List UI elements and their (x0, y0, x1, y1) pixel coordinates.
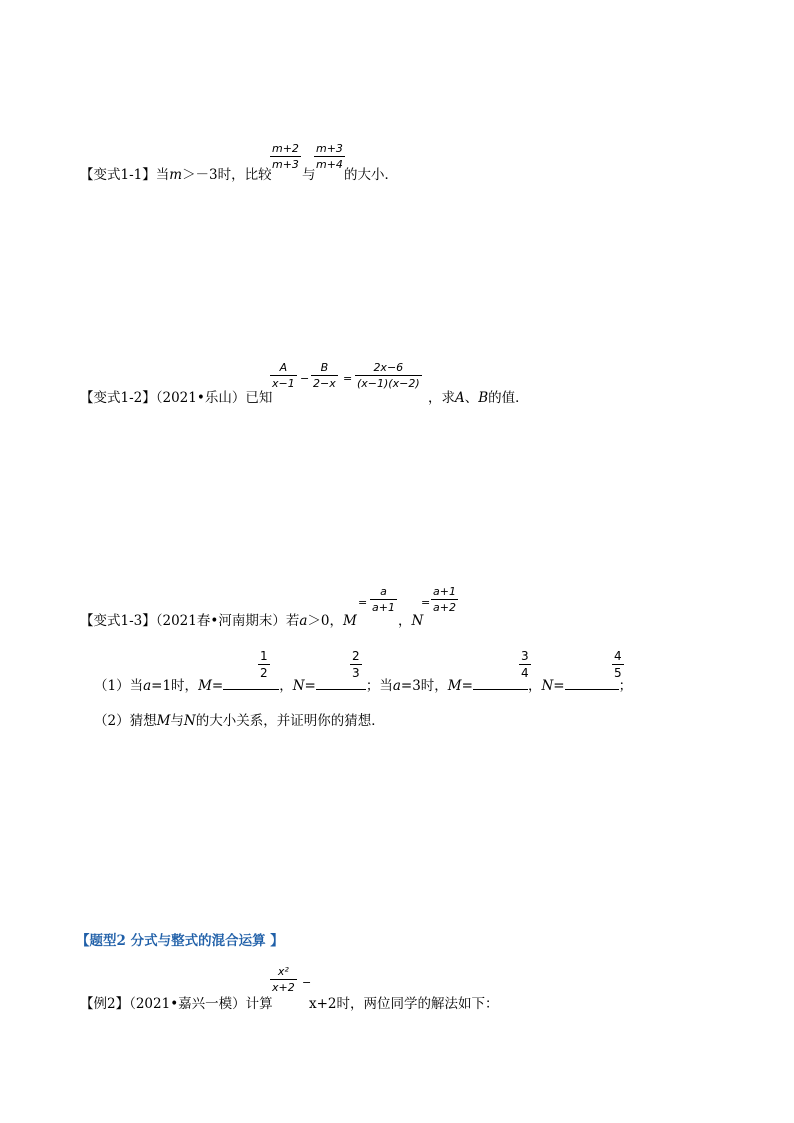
trailing-text: 的大小． (344, 167, 398, 183)
problem-variant-1-3: 【变式1-3】（2021春•河南期末）若a＞0，M (80, 613, 357, 629)
answer-fraction-1: $\frac{1}{2}$ (260, 649, 268, 680)
example-2: 【例2】（2021•嘉兴一模）计算 (80, 996, 273, 1012)
problem-3-n: ，N (398, 613, 424, 629)
problem-tag: 【变式1-1】 (80, 167, 156, 183)
sub-question-2: （2）猜想M与N的大小关系，并证明你的猜想． (94, 713, 385, 729)
fraction-m2-over-m3: $\frac{m+2}{m+3}$ (272, 142, 299, 171)
equals-sign: = (421, 596, 431, 609)
minus-sign: − (300, 372, 310, 385)
problem-variant-1-1: 【变式1-1】当m＞－3时，比较 (80, 167, 272, 183)
problem-tag: 【变式1-3】 (80, 613, 156, 629)
fraction-m-def: $\frac{a}{a+1}$ (372, 585, 395, 614)
fraction-m3-over-m4: $\frac{m+3}{m+4}$ (316, 142, 343, 171)
fraction-x2-over-x2: $\frac{\text{x²}}{x+2}$ (272, 965, 295, 994)
sub-question-1: （1）当a=1时，M= ，N= ；当a=3时，M= ，N= ； (94, 678, 633, 694)
answer-fraction-3: $\frac{3}{4}$ (521, 649, 529, 680)
fraction-b-over-2-x: $\frac{B}{2-x}$ (313, 361, 336, 390)
equals-sign: = (343, 372, 353, 385)
problem-tag: 【例2】 (80, 996, 130, 1012)
example-2-tail: x+2时，两位同学的解法如下： (309, 996, 499, 1012)
problem-tag: 【变式1-2】 (80, 390, 156, 406)
fraction-rhs: $\frac{2x-6}{(x-1)(x-2)}$ (357, 361, 420, 390)
fraction-n-def: $\frac{a+1}{a+2}$ (433, 585, 456, 614)
answer-blank-4[interactable] (565, 677, 619, 690)
problem-variant-1-2: 【变式1-2】（2021•乐山）已知 (80, 390, 273, 406)
answer-fraction-4: $\frac{4}{5}$ (614, 649, 622, 680)
minus-sign: − (302, 976, 312, 989)
problem-2-tail: ，求A、B的值． (428, 390, 529, 406)
answer-blank-1[interactable] (223, 677, 279, 690)
answer-fraction-2: $\frac{2}{3}$ (352, 649, 360, 680)
fraction-a-over-x-1: $\frac{A}{x-1}$ (272, 361, 295, 390)
section-heading: 【题型2 分式与整式的混合运算 】 (76, 933, 284, 949)
connector-text: 与 (302, 167, 316, 183)
equals-sign: = (358, 596, 368, 609)
